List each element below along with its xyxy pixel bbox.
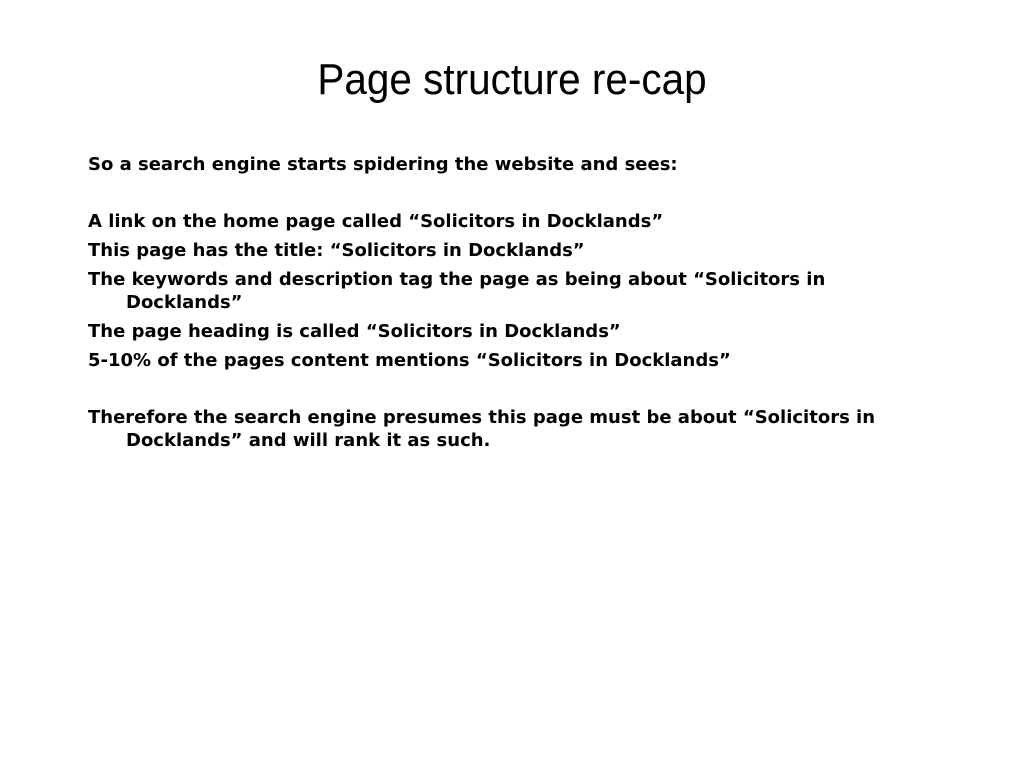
finding-item: The page heading is called “Solicitors in Docklands”	[88, 321, 621, 342]
finding-item: A link on the home page called “Solicitors in Docklands”	[88, 211, 664, 232]
slide-title: Page structure re-cap	[317, 55, 707, 104]
finding-item: The keywords and description tag the page as being about “Solicitors in Docklands”	[88, 269, 826, 313]
finding-item: 5-10% of the pages content mentions “Solicitors in Docklands”	[88, 350, 731, 371]
slide-body	[88, 150, 938, 452]
finding-item: This page has the title: “Solicitors in Docklands”	[88, 240, 585, 261]
intro-text: So a search engine starts spidering the website and sees:	[88, 154, 678, 175]
conclusion-text: Therefore the search engine presumes this page must be about “Solicitors in Docklands” and will rank it as such.	[88, 407, 876, 451]
